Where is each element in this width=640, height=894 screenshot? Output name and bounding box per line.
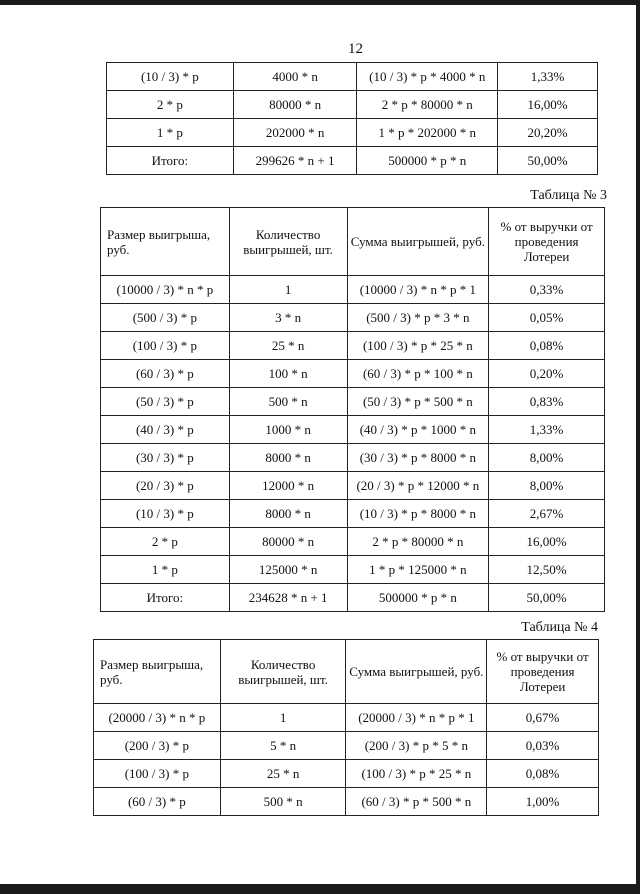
cell-prize-size: 1 * p xyxy=(101,556,230,584)
cell-prize-sum: 2 * p * 80000 * n xyxy=(357,91,498,119)
header-revenue-percent: % от выручки от проведения Лотереи xyxy=(487,640,599,704)
cell-revenue-percent: 50,00% xyxy=(489,584,605,612)
cell-revenue-percent: 2,67% xyxy=(489,500,605,528)
cell-prize-sum: (60 / 3) * p * 100 * n xyxy=(347,360,489,388)
cell-prize-count: 234628 * n + 1 xyxy=(229,584,347,612)
table-row xyxy=(101,444,605,472)
table-row xyxy=(107,63,598,91)
header-revenue-percent: % от выручки от проведения Лотереи xyxy=(489,208,605,276)
cell-prize-size: (50 / 3) * p xyxy=(101,388,230,416)
cell-revenue-percent: 1,33% xyxy=(489,416,605,444)
cell-prize-sum: (60 / 3) * p * 500 * n xyxy=(346,788,487,816)
table-3-body xyxy=(101,276,605,612)
cell-revenue-percent: 16,00% xyxy=(489,528,605,556)
cell-revenue-percent: 8,00% xyxy=(489,472,605,500)
table4-caption: Таблица № 4 xyxy=(521,620,598,635)
table-3 xyxy=(100,207,605,612)
header-prize-count: Количество выигрышей, шт. xyxy=(229,208,347,276)
cell-prize-size: Итого: xyxy=(101,584,230,612)
table-continued-body xyxy=(107,63,598,175)
cell-prize-size: (100 / 3) * p xyxy=(94,760,221,788)
scan-edge-top xyxy=(0,0,640,5)
table-row xyxy=(101,304,605,332)
cell-prize-sum: (10 / 3) * p * 8000 * n xyxy=(347,500,489,528)
cell-revenue-percent: 0,05% xyxy=(489,304,605,332)
cell-prize-sum: (20000 / 3) * n * p * 1 xyxy=(346,704,487,732)
cell-prize-count: 1000 * n xyxy=(229,416,347,444)
table-row xyxy=(94,732,599,760)
cell-prize-count: 202000 * n xyxy=(233,119,357,147)
cell-prize-size: 1 * p xyxy=(107,119,234,147)
header-prize-sum: Сумма выигрышей, руб. xyxy=(346,640,487,704)
cell-revenue-percent: 0,33% xyxy=(489,276,605,304)
table-row xyxy=(101,500,605,528)
cell-revenue-percent: 0,08% xyxy=(487,760,599,788)
page-number: 12 xyxy=(348,41,363,57)
table-row xyxy=(101,360,605,388)
table-row xyxy=(94,704,599,732)
cell-prize-count: 8000 * n xyxy=(229,500,347,528)
cell-prize-sum: (10000 / 3) * n * p * 1 xyxy=(347,276,489,304)
table-4-body xyxy=(94,704,599,816)
table-row xyxy=(107,119,598,147)
table-row xyxy=(107,91,598,119)
cell-prize-count: 8000 * n xyxy=(229,444,347,472)
cell-prize-size: (60 / 3) * p xyxy=(94,788,221,816)
scan-edge-bottom xyxy=(0,884,640,894)
cell-revenue-percent: 0,83% xyxy=(489,388,605,416)
cell-revenue-percent: 0,67% xyxy=(487,704,599,732)
table-row xyxy=(101,332,605,360)
table-4 xyxy=(93,639,599,816)
cell-prize-size: (20000 / 3) * n * p xyxy=(94,704,221,732)
cell-prize-count: 1 xyxy=(220,704,346,732)
header-prize-count: Количество выигрышей, шт. xyxy=(220,640,346,704)
cell-revenue-percent: 12,50% xyxy=(489,556,605,584)
cell-revenue-percent: 50,00% xyxy=(498,147,598,175)
table3-caption: Таблица № 3 xyxy=(530,188,607,203)
cell-prize-count: 500 * n xyxy=(229,388,347,416)
cell-prize-count: 80000 * n xyxy=(233,91,357,119)
table-row xyxy=(101,388,605,416)
table-row xyxy=(101,556,605,584)
cell-revenue-percent: 20,20% xyxy=(498,119,598,147)
cell-prize-sum: 2 * p * 80000 * n xyxy=(347,528,489,556)
cell-prize-count: 4000 * n xyxy=(233,63,357,91)
cell-prize-size: (40 / 3) * p xyxy=(101,416,230,444)
header-prize-size: Размер выигрыша, руб. xyxy=(94,640,221,704)
cell-prize-count: 25 * n xyxy=(229,332,347,360)
header-prize-sum: Сумма выигрышей, руб. xyxy=(347,208,489,276)
cell-prize-sum: 500000 * p * n xyxy=(357,147,498,175)
cell-prize-size: (30 / 3) * p xyxy=(101,444,230,472)
cell-prize-sum: (20 / 3) * p * 12000 * n xyxy=(347,472,489,500)
table-row xyxy=(101,472,605,500)
cell-prize-sum: 1 * p * 202000 * n xyxy=(357,119,498,147)
table-row xyxy=(94,760,599,788)
cell-revenue-percent: 0,03% xyxy=(487,732,599,760)
cell-prize-size: Итого: xyxy=(107,147,234,175)
cell-revenue-percent: 16,00% xyxy=(498,91,598,119)
cell-prize-size: (60 / 3) * p xyxy=(101,360,230,388)
cell-prize-size: (100 / 3) * p xyxy=(101,332,230,360)
cell-prize-count: 25 * n xyxy=(220,760,346,788)
cell-revenue-percent: 0,20% xyxy=(489,360,605,388)
table-row xyxy=(101,584,605,612)
cell-prize-sum: (50 / 3) * p * 500 * n xyxy=(347,388,489,416)
cell-prize-sum: (40 / 3) * p * 1000 * n xyxy=(347,416,489,444)
table-row xyxy=(94,788,599,816)
cell-revenue-percent: 1,00% xyxy=(487,788,599,816)
cell-prize-count: 3 * n xyxy=(229,304,347,332)
cell-prize-count: 299626 * n + 1 xyxy=(233,147,357,175)
cell-prize-size: (10 / 3) * p xyxy=(101,500,230,528)
table-3-header-row xyxy=(101,208,605,276)
cell-prize-size: 2 * p xyxy=(101,528,230,556)
cell-prize-count: 5 * n xyxy=(220,732,346,760)
cell-prize-sum: (10 / 3) * p * 4000 * n xyxy=(357,63,498,91)
cell-prize-size: (500 / 3) * p xyxy=(101,304,230,332)
table-row xyxy=(101,276,605,304)
cell-prize-size: (20 / 3) * p xyxy=(101,472,230,500)
cell-prize-count: 100 * n xyxy=(229,360,347,388)
cell-prize-sum: (30 / 3) * p * 8000 * n xyxy=(347,444,489,472)
table-continued xyxy=(106,62,598,175)
cell-prize-size: (200 / 3) * p xyxy=(94,732,221,760)
cell-prize-count: 1 xyxy=(229,276,347,304)
cell-prize-size: 2 * p xyxy=(107,91,234,119)
cell-prize-count: 12000 * n xyxy=(229,472,347,500)
cell-revenue-percent: 8,00% xyxy=(489,444,605,472)
cell-prize-sum: (500 / 3) * p * 3 * n xyxy=(347,304,489,332)
cell-prize-sum: 1 * p * 125000 * n xyxy=(347,556,489,584)
cell-prize-sum: 500000 * p * n xyxy=(347,584,489,612)
table-row xyxy=(107,147,598,175)
scan-edge-right xyxy=(636,0,640,894)
cell-prize-count: 500 * n xyxy=(220,788,346,816)
cell-prize-size: (10000 / 3) * n * p xyxy=(101,276,230,304)
cell-prize-sum: (200 / 3) * p * 5 * n xyxy=(346,732,487,760)
table-row xyxy=(101,416,605,444)
table-row xyxy=(101,528,605,556)
cell-revenue-percent: 1,33% xyxy=(498,63,598,91)
cell-prize-size: (10 / 3) * p xyxy=(107,63,234,91)
cell-revenue-percent: 0,08% xyxy=(489,332,605,360)
cell-prize-sum: (100 / 3) * p * 25 * n xyxy=(347,332,489,360)
cell-prize-count: 80000 * n xyxy=(229,528,347,556)
table-4-header-row xyxy=(94,640,599,704)
cell-prize-count: 125000 * n xyxy=(229,556,347,584)
header-prize-size: Размер выигрыша, руб. xyxy=(101,208,230,276)
cell-prize-sum: (100 / 3) * p * 25 * n xyxy=(346,760,487,788)
